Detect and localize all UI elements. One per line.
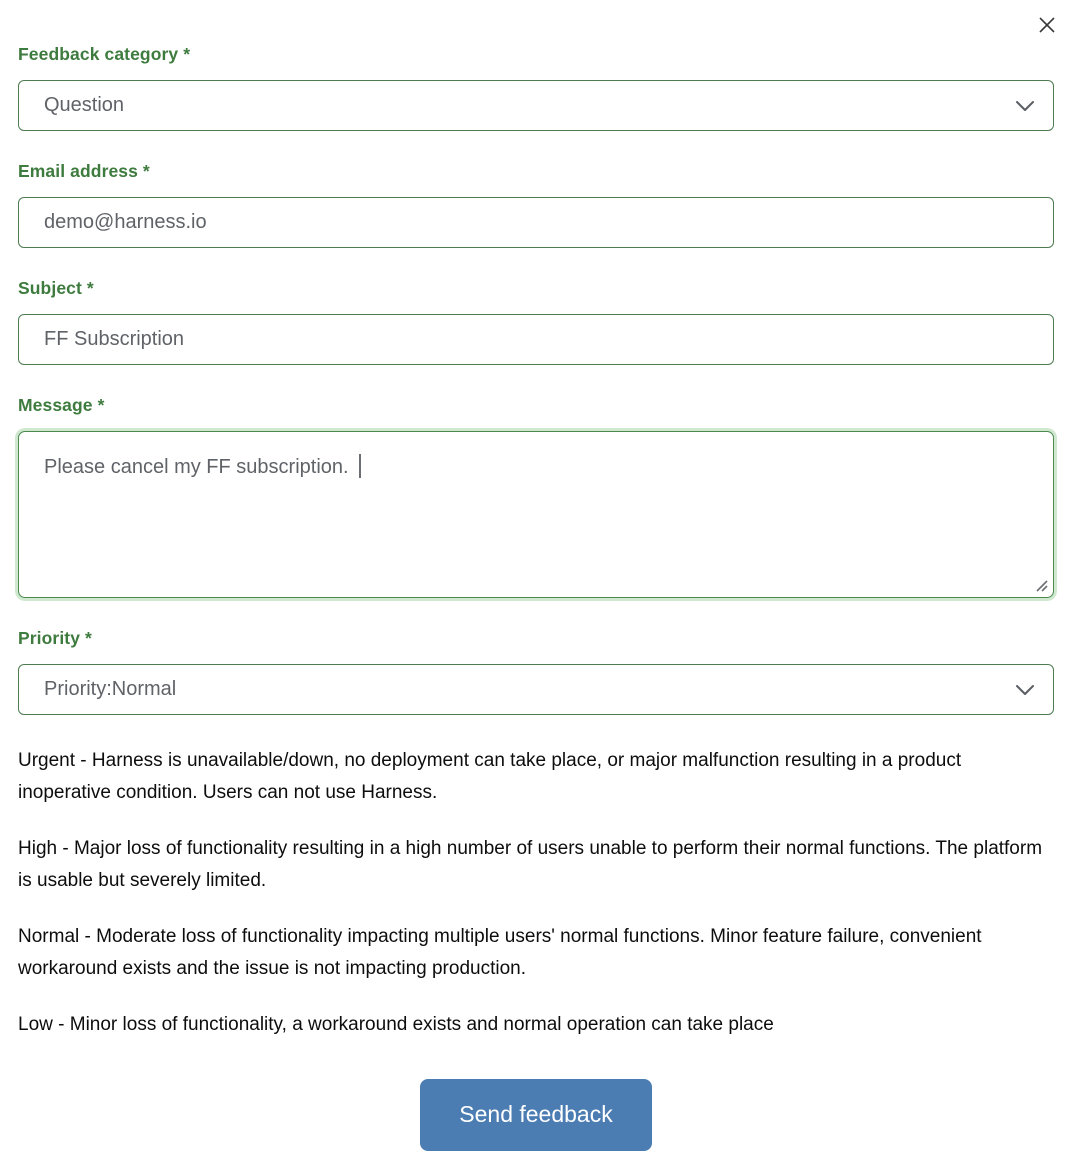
- priority-value: Priority:Normal: [44, 678, 177, 700]
- message-label: Message *: [18, 395, 105, 415]
- field-email: [18, 161, 1054, 248]
- email-label: Email address *: [18, 161, 150, 181]
- priority-description-low: Low - Minor loss of functionality, a workaround exists and normal operation can take place: [18, 1014, 774, 1035]
- subject-field-wrap: [18, 314, 1054, 365]
- text-cursor: [359, 454, 361, 478]
- priority-descriptions: [18, 745, 1054, 1041]
- email-input[interactable]: [44, 211, 1035, 234]
- subject-input[interactable]: [44, 328, 1035, 351]
- close-button[interactable]: [1036, 14, 1058, 36]
- chevron-down-icon: [1015, 100, 1035, 112]
- message-text: Please cancel my FF subscription.: [44, 456, 355, 478]
- field-priority: [18, 628, 1054, 715]
- subject-label: Subject *: [18, 278, 94, 298]
- field-feedback-category: [18, 44, 1054, 131]
- resize-handle-icon[interactable]: [1034, 578, 1049, 593]
- priority-label: Priority *: [18, 628, 92, 648]
- chevron-down-icon: [1015, 684, 1035, 696]
- priority-description-normal: Normal - Moderate loss of functionality impacting multiple users' normal functions. Minor feature failure, convenient workaround exists and the issue is not impacting production.: [18, 926, 982, 979]
- priority-select[interactable]: [18, 664, 1054, 715]
- feedback-category-label: Feedback category *: [18, 44, 191, 64]
- message-textarea[interactable]: [18, 431, 1054, 598]
- send-feedback-button[interactable]: Send feedback: [420, 1079, 651, 1151]
- priority-description-urgent: Urgent - Harness is unavailable/down, no deployment can take place, or major malfunction resulting in a product inoperative condition. Users can not use Harness.: [18, 750, 962, 803]
- close-icon: [1038, 16, 1056, 34]
- priority-description-high: High - Major loss of functionality resulting in a high number of users unable to perform their normal functions. The platform is usable but severely limited.: [18, 838, 1043, 891]
- field-subject: [18, 278, 1054, 365]
- email-field-wrap: [18, 197, 1054, 248]
- submit-row: [18, 1079, 1054, 1151]
- feedback-category-select[interactable]: [18, 80, 1054, 131]
- field-message: [18, 395, 1054, 598]
- feedback-category-value: Question: [44, 94, 125, 116]
